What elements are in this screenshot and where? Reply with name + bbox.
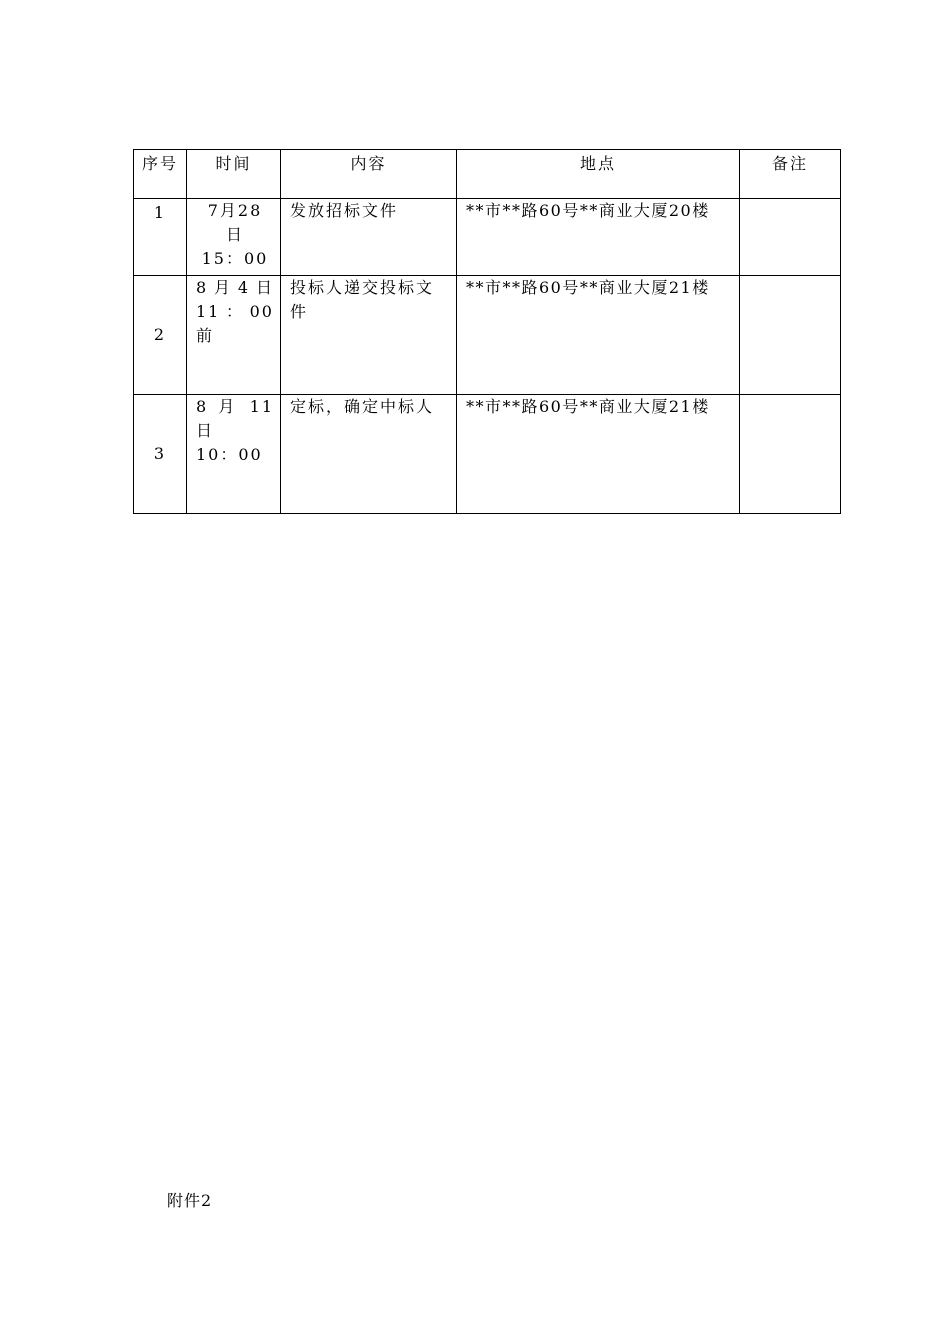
schedule-table — [133, 149, 841, 514]
attachment-label: 附件2 — [167, 1191, 213, 1210]
header-place: 地点 — [457, 150, 740, 199]
content-cell: 发放招标文件 — [281, 199, 457, 276]
time-line: 日 — [225, 225, 244, 244]
time-line: 10：00 — [196, 445, 263, 464]
content-cell: 定标，确定中标人 — [281, 395, 457, 514]
seq-cell: 2 — [134, 276, 187, 395]
time-cell — [187, 199, 281, 276]
header-time: 时间 — [187, 150, 281, 199]
time-line: 7月28 — [207, 201, 263, 220]
note-cell — [740, 199, 841, 276]
time-cell — [187, 395, 281, 514]
table-row — [134, 395, 841, 514]
time-line: 15：00 — [201, 249, 269, 268]
place-cell: **市**路60号**商业大厦21楼 — [457, 395, 740, 514]
header-note: 备注 — [740, 150, 841, 199]
time-cell — [187, 276, 281, 395]
place-cell: **市**路60号**商业大厦21楼 — [457, 276, 740, 395]
seq-cell: 1 — [134, 199, 187, 276]
time-line: 前 — [196, 326, 215, 345]
content-cell: 投标人递交投标文件 — [281, 276, 457, 395]
place-cell: **市**路60号**商业大厦20楼 — [457, 199, 740, 276]
note-cell — [740, 395, 841, 514]
table-header-row — [134, 150, 841, 199]
header-seq: 序号 — [134, 150, 187, 199]
table-row — [134, 199, 841, 276]
seq-cell: 3 — [134, 395, 187, 514]
time-line: 11：00 — [196, 302, 274, 321]
table-row — [134, 276, 841, 395]
header-content: 内容 — [281, 150, 457, 199]
time-line: 8月4日 — [196, 278, 274, 297]
time-line: 8 月 11 — [196, 397, 274, 416]
note-cell — [740, 276, 841, 395]
time-line: 日 — [196, 421, 215, 440]
